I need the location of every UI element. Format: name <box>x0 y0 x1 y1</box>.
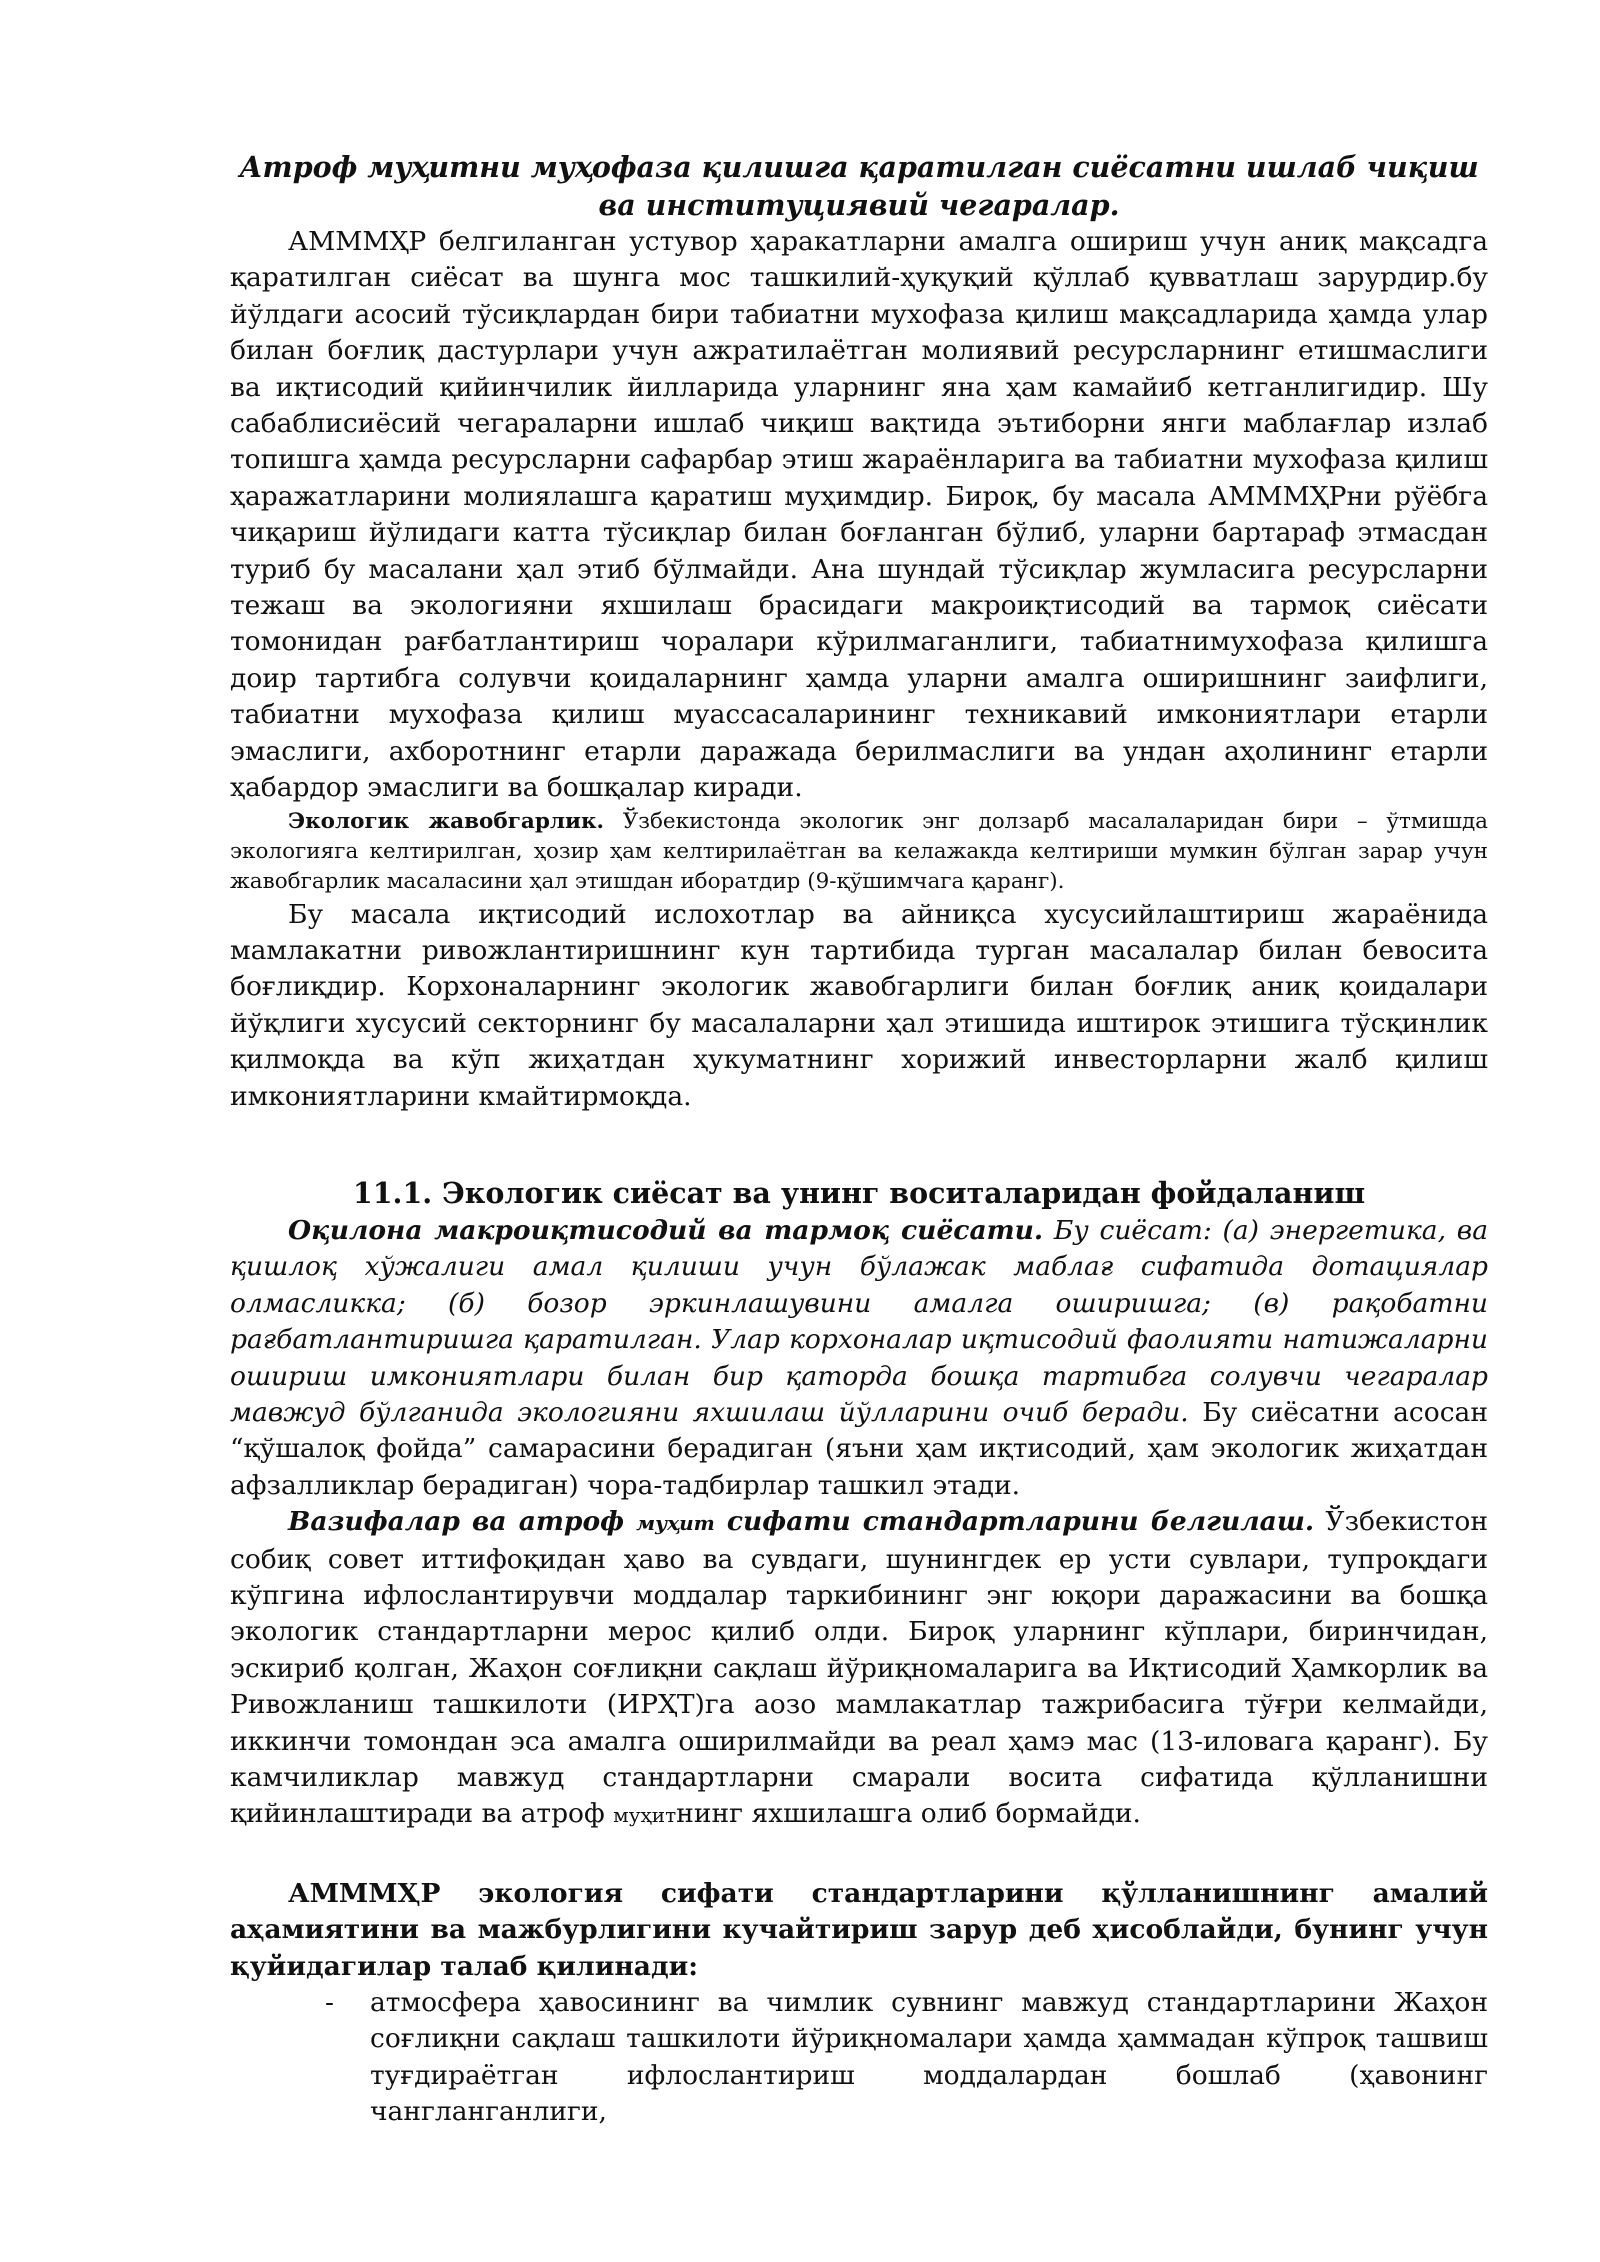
eco-responsibility-text: Ўзбекистонда экологик энг долзарб масалаларидан бири – ўтмишда экологияга келтирилган, ҳозир ҳам келтирилаётган ва келажакда келтириши мумкин бўлган зарар учун жавобгарлик масаласини ҳал этишдан иборатдир (9-қўшимчага қаранг). <box>230 808 1488 894</box>
title-line-2: ва институциявий чегаралар. <box>598 188 1120 222</box>
eco-responsibility-paragraph <box>230 807 1488 897</box>
title-line-1: Атроф муҳитни муҳофаза қилишга қаратилган сиёсатни ишлаб чиқиш <box>239 150 1479 184</box>
paragraph-3-italic: Бу сиёсат: (а) энергетика, ва қишлоқ хўжалиги амал қилиши учун бўлажак маблағ сифатида дотациялар олмасликка; (б) бозор эркинлашувини амалга оширишга; (в) рақобатни рағбатлантиришга қаратилган. Улар корхоналар иқтисодий фаолияти натижаларни ошириш имкониятлари билан бир қаторда бошқа тартибга солувчи чегаралар мавжуд бўлганида экологияни яхшилаш йўлларини очиб беради. <box>230 1214 1489 1428</box>
dash-list-text: атмосфера ҳавосининг ва чимлик сувнинг мавжуд стандартларини Жаҳон соғлиқни сақлаш ташкилоти йўриқномалари ҳамда ҳаммадан кўпроқ ташвиш туғдираётган ифлослантириш моддалардан бошлаб (ҳавонинг чангланганлиги, <box>370 1987 1488 2128</box>
paragraph-4 <box>230 1504 1488 1834</box>
section-heading: 11.1. Экологик сиёсат ва унинг воситаларидан фойдаланиш <box>352 1175 1366 1210</box>
paragraph-3-tail: Бу сиёсатни асосан “қўшалоқ фойда” самарасини берадиган (яъни ҳам иқтисодий, ҳам экологик жиҳатдан афзалликлар берадиган) чора-тадбирлар ташкил этади. <box>230 1396 1489 1501</box>
paragraph-4-lead-a: Вазифалар ва атроф <box>288 1506 637 1538</box>
paragraph-4-end-small: муҳит <box>613 1803 677 1828</box>
paragraph-4-end: нинг яхшилашга олиб бормайди. <box>676 1798 1141 1830</box>
paragraph-4-text: Ўзбекистон собиқ совет иттифоқидан ҳаво ва сувдаги, шунингдек ер усти сувлари, тупроқдаги кўпгина ифлослантирувчи моддалар таркибининг энг юқори даражасини ва бошқа экологик стандартларни мерос қилиб олди. Бироқ уларнинг кўплари, биринчидан, эскириб қолган, Жаҳон соғлиқни сақлаш йўриқномаларига ва Иқтисодий Ҳамкорлик ва Ривожланиш ташкилоти (ИРҲТ)га аозо мамлакатлар тажрибасига тўғри келмайди, иккинчи томондан эса амалга оширилмайди ва реал ҳамэ мас (13-иловага қаранг). Бу камчиликлар мавжуд стандартларни смарали восита сифатида қўлланишни қийинлаштиради ва атроф <box>230 1506 1489 1830</box>
paragraph-1: АМММҲР белгиланган устувор ҳаракатларни амалга ошириш учун аниқ мақсадга қаратилган сиёсат ва шунга мос ташкилий-ҳуқуқий қўллаб қувватлаш зарурдир.бу йўлдаги асосий тўсиқлардан бири табиатни мухофаза қилиш мақсадларида ҳамда улар билан боғлиқ дастурлари учун ажратилаётган молиявий ресурсларнинг етишмаслиги ва иқтисодий қийинчилик йилларида уларнинг яна ҳам камайиб кетганлигидир. Шу сабаблисиёсий чегараларни ишлаб чиқиш вақтида эътиборни янги маблағлар излаб топишга ҳамда ресурсларни сафарбар этиш жараёнларига ва табиатни мухофаза қилиш ҳаражатларини молиялашга қаратиш муҳимдир. Бироқ, бу масала АМММҲРни рўёбга чиқариш йўлидаги катта тўсиқлар билан боғланган бўлиб, уларни бартараф этмасдан туриб бу масалани ҳал этиб бўлмайди. Ана шундай тўсиқлар жумласига ресурсларни тежаш ва экологияни яхшилаш брасидаги макроиқтисодий ва тармоқ сиёсати томонидан рағбатлантириш чоралари кўрилмаганлиги, табиатнимухофаза қилишга доир тартибга солувчи қоидаларнинг ҳамда уларни амалга оширишнинг заифлиги, табиатни мухофаза қилиш муассасаларининг техникавий имкониятлари етарли эмаслиги, ахборотнинг етарли даражада берилмаслиги ва ундан аҳолининг етарли ҳабардор эмаслиги ва бошқалар киради. <box>230 226 1488 804</box>
bold-requirements-block: АМММҲР экология сифати стандартларини қўлланишнинг амалий аҳамиятини ва мажбурлигини кучайтириш зарур деб ҳисоблайди, бунинг учун қуйидагилар талаб қилинади: <box>230 1877 1488 1982</box>
paragraph-4-lead-b: сифати стандартларини белгилаш. <box>714 1506 1315 1538</box>
paragraph-4-lead-small: муҳит <box>636 1511 715 1536</box>
paragraph-2: Бу масала иқтисодий ислохотлар ва айниқса хусусийлаштириш жараёнида мамлакатни ривожлантиришнинг кун тартибида турган масалалар билан бевосита боғлиқдир. Корхоналарнинг экологик жавобгарлиги билан боғлиқ аниқ қоидалари йўқлиги хусусий секторнинг бу масалаларни ҳал этишида иштирок этишига тўсқинлик қилмоқда ва кўп жиҳатдан ҳукуматнинг хорижий инвесторларни жалб қилиш имкониятларини кмайтирмоқда. <box>230 898 1488 1112</box>
eco-responsibility-lead: Экологик жавобгарлик. <box>288 808 604 834</box>
paragraph-3 <box>230 1213 1488 1504</box>
paragraph-3-lead: Оқилона макроиқтисодий ва тармоқ сиёсати. <box>288 1214 1044 1246</box>
document-page <box>230 148 1488 2131</box>
dash-list-item <box>230 1985 1488 2131</box>
dash-marker: - <box>325 1987 334 2019</box>
